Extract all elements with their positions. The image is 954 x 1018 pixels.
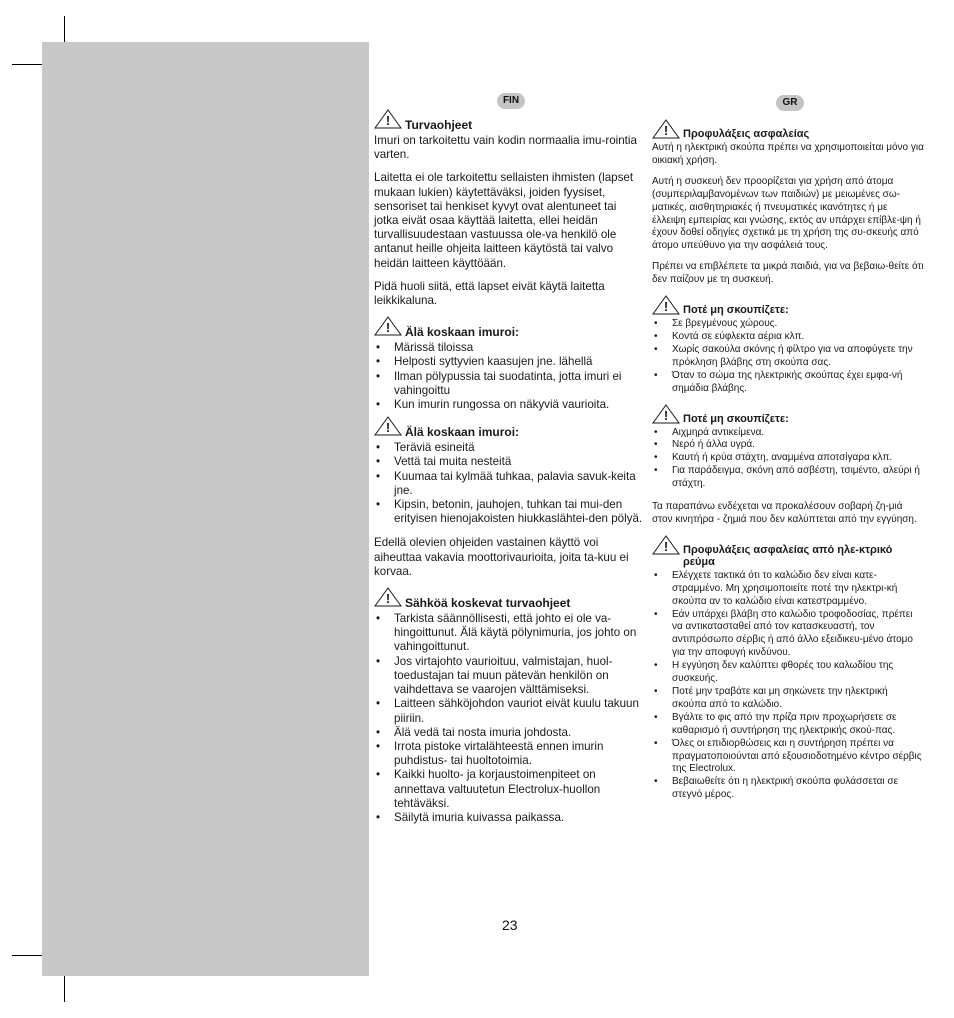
fin-never1-list xyxy=(374,341,644,412)
warning-triangle-icon xyxy=(652,119,680,139)
svg-text:!: ! xyxy=(663,538,669,554)
list-item: • Kaikki huolto- ja korjaustoimenpiteet on annettava valtuutetun Electrolux-huollon tehtäväksi. xyxy=(374,768,644,811)
list-item: • Αιχμηρά αντικείμενα. xyxy=(652,427,924,440)
gr-never2-heading xyxy=(652,407,924,425)
fin-intro-paragraph: Pidä huoli siitä, että lapset eivät käytä laitetta leikkikaluna. xyxy=(374,279,605,308)
gray-side-panel xyxy=(42,42,369,976)
list-item: • Νερό ή άλλα υγρά. xyxy=(652,439,924,452)
gr-never2-list xyxy=(652,427,924,492)
list-item: • Καυτή ή κρύα στάχτη, αναμμένα αποτσίγαρα κλπ. xyxy=(652,452,924,465)
fin-safety-heading xyxy=(374,115,644,132)
list-item: • Kun imurin rungossa on näkyviä vaurioita. xyxy=(374,398,644,412)
list-item: • Χωρίς σακούλα σκόνης ή φίλτρο για να αποφύγετε την πρόκληση βλάβης στη σκούπα σας. xyxy=(652,344,924,370)
fin-never2-list xyxy=(374,441,644,526)
list-item: • Όταν το σώμα της ηλεκτρικής σκούπας έχει εμφα-νή σημάδια βλάβης. xyxy=(652,370,924,396)
warning-triangle-icon xyxy=(652,295,680,315)
warning-triangle-icon xyxy=(374,416,402,436)
language-badge-gr: GR xyxy=(776,95,804,111)
svg-text:!: ! xyxy=(663,123,669,138)
fin-never2-title: Älä koskaan imuroi: xyxy=(405,425,520,440)
gr-electrical-heading xyxy=(652,538,924,568)
svg-text:!: ! xyxy=(385,113,391,128)
gr-electrical-list xyxy=(652,570,924,802)
gr-never1-heading xyxy=(652,301,924,316)
list-item: • Ilman pölypussia tai suodatinta, jotta imuri ei vahingoittu xyxy=(374,370,644,398)
warning-triangle-icon xyxy=(374,109,402,129)
gr-safety-heading xyxy=(652,125,924,140)
gr-motor-note: Τα παραπάνω ενδέχεται να προκαλέσουν σοβαρή ζη-μιά στον κινητήρα - ζημιά που δεν καλύπτεται από την εγγύηση. xyxy=(652,501,917,525)
list-item: • Σε βρεγμένους χώρους. xyxy=(652,318,924,331)
list-item: • Για παράδειγμα, σκόνη από ασβέστη, τσιμέντο, αλεύρι ή στάχτη. xyxy=(652,465,924,491)
gr-intro-paragraph: Αυτή η συσκευή δεν προορίζεται για χρήση από άτομα (συμπεριλαμβανομένων των παιδιών) με μειωμένες σω-ματικές, αισθητηριακές ή πνευματικές ικανότητες ή με έλλειψη εμπειρίας και γνώσης, εκτός αν υπάρχει επίβλε-ψη ή έχουν δοθεί οδηγίες σχετικά με τη χρήση της συ-σκευής από άτομο υπεύθυνο για την ασφάλειά τους. xyxy=(652,175,921,252)
gr-never1-title: Ποτέ μη σκουπίζετε: xyxy=(683,304,789,317)
list-item: • Vettä tai muita nesteitä xyxy=(374,455,644,469)
fin-never1-heading xyxy=(374,322,644,339)
list-item: • Tarkista säännöllisesti, että johto ei ole va-hingoittunut. Älä käytä pölynimuria, jos johto on vahingoittunut. xyxy=(374,612,644,655)
warning-triangle-icon xyxy=(652,404,680,424)
list-item: • Märissä tiloissa xyxy=(374,341,644,355)
svg-text:!: ! xyxy=(385,591,391,607)
list-item: • Irrota pistoke virtalähteestä ennen imurin puhdistus- tai huoltotoimia. xyxy=(374,740,644,768)
gr-intro-paragraph: Πρέπει να επιβλέπετε τα μικρά παιδιά, για να βεβαιω-θείτε ότι δεν παίζουν με τη συσκευή. xyxy=(652,261,924,286)
list-item: • Εάν υπάρχει βλάβη στο καλώδιο τροφοδοσίας, πρέπει να αντικατασταθεί από τον κατασκευαστή, τον αντιπρόσωπο σέρβις ή από άλλο εξειδικευ-μένο άτομο για την αποφυγή κινδύνου. xyxy=(652,609,924,661)
list-item: • Jos virtajohto vaurioituu, valmistajan, huol-toedustajan tai muun pätevän henkilön on vaihdettava se vaarojen välttämiseksi. xyxy=(374,655,644,698)
list-item: • Κοντά σε εύφλεκτα αέρια κλπ. xyxy=(652,331,924,344)
page-number: 23 xyxy=(502,917,518,933)
list-item: • Ποτέ μην τραβάτε και μη σηκώνετε την ηλεκτρική σκούπα από το καλώδιο. xyxy=(652,686,924,712)
fin-never1-title: Älä koskaan imuroi: xyxy=(405,325,520,340)
gr-intro-paragraph: Αυτή η ηλεκτρική σκούπα πρέπει να χρησιμοποιείται μόνο για οικιακή χρήση. xyxy=(652,142,924,166)
svg-text:!: ! xyxy=(385,320,391,336)
list-item: • Älä vedä tai nosta imuria johdosta. xyxy=(374,726,644,740)
fin-intro-paragraph: Imuri on tarkoitettu vain kodin normaalia imu-rointia varten. xyxy=(374,134,637,162)
list-item: • Helposti syttyvien kaasujen jne. lähellä xyxy=(374,355,644,369)
fin-title: Turvaohjeet xyxy=(405,118,473,132)
warning-triangle-icon xyxy=(374,587,402,607)
fin-never2-heading xyxy=(374,422,644,439)
gr-never1-list xyxy=(652,318,924,395)
list-item: • Teräviä esineitä xyxy=(374,441,644,455)
list-item: • Όλες οι επιδιορθώσεις και η συντήρηση πρέπει να πραγματοποιούνται από εξουσιοδοτημένο κέντρο σέρβις της Electrolux. xyxy=(652,738,924,777)
finnish-column xyxy=(374,115,644,835)
list-item: • Βγάλτε το φις από την πρίζα πριν προχωρήσετε σε καθαρισμό ή συντήρηση της ηλεκτρικής σκού-πας. xyxy=(652,712,924,738)
fin-electrical-list xyxy=(374,612,644,825)
warning-triangle-icon xyxy=(652,535,680,555)
gr-electrical-title: Προφυλάξεις ασφαλείας από ηλε-κτρικό ρεύμα xyxy=(683,543,893,568)
warning-triangle-icon xyxy=(374,316,402,336)
list-item: • Laitteen sähköjohdon vauriot eivät kuulu takuun piiriin. xyxy=(374,697,644,725)
svg-text:!: ! xyxy=(385,420,391,436)
svg-text:!: ! xyxy=(663,299,669,315)
gr-title: Προφυλάξεις ασφαλείας xyxy=(683,128,810,140)
list-item: • Kuumaa tai kylmää tuhkaa, palavia savuk-keita jne. xyxy=(374,470,644,498)
list-item: • Kipsin, betonin, jauhojen, tuhkan tai mui-den erityisen hienojakoisten hiukkaslähtei-den pölyä. xyxy=(374,498,644,526)
list-item: • Säilytä imuria kuivassa paikassa. xyxy=(374,811,644,825)
list-item: • Η εγγύηση δεν καλύπτει φθορές του καλωδίου της συσκευής. xyxy=(652,660,924,686)
greek-column xyxy=(652,125,924,812)
fin-intro-paragraph: Laitetta ei ole tarkoitettu sellaisten ihmisten (lapset mukaan lukien) käytettäväksi, joiden fyysiset, sensoriset tai henkiset kyvyt ovat alentuneet tai jotka eivät osaa käyttää laitetta, ellei heidän turvallisuudestaan vastuussa ole-va henkilö ole antanut heille ohjeita laitteen käytöstä tai valvo heidän laitteen käyttöään. xyxy=(374,171,634,270)
fin-electrical-title: Sähköä koskevat turvaohjeet xyxy=(405,596,571,611)
fin-motor-note: Edellä olevien ohjeiden vastainen käyttö voi aiheuttaa vakavia moottorivaurioita, joita ta-kuu ei korvaa. xyxy=(374,536,629,578)
svg-text:!: ! xyxy=(663,407,669,423)
list-item: • Ελέγχετε τακτικά ότι το καλώδιο δεν είναι κατε-στραμμένο. Μη χρησιμοποιείτε ποτέ την ηλεκτρι-κή σκούπα αν το καλώδιο είναι κατεστραμμένο. xyxy=(652,570,924,609)
list-item: • Βεβαιωθείτε ότι η ηλεκτρική σκούπα φυλάσσεται σε στεγνό μέρος. xyxy=(652,776,924,802)
fin-electrical-heading xyxy=(374,593,644,610)
gr-never2-title: Ποτέ μη σκουπίζετε: xyxy=(683,412,789,425)
language-badge-fin: FIN xyxy=(497,93,525,109)
